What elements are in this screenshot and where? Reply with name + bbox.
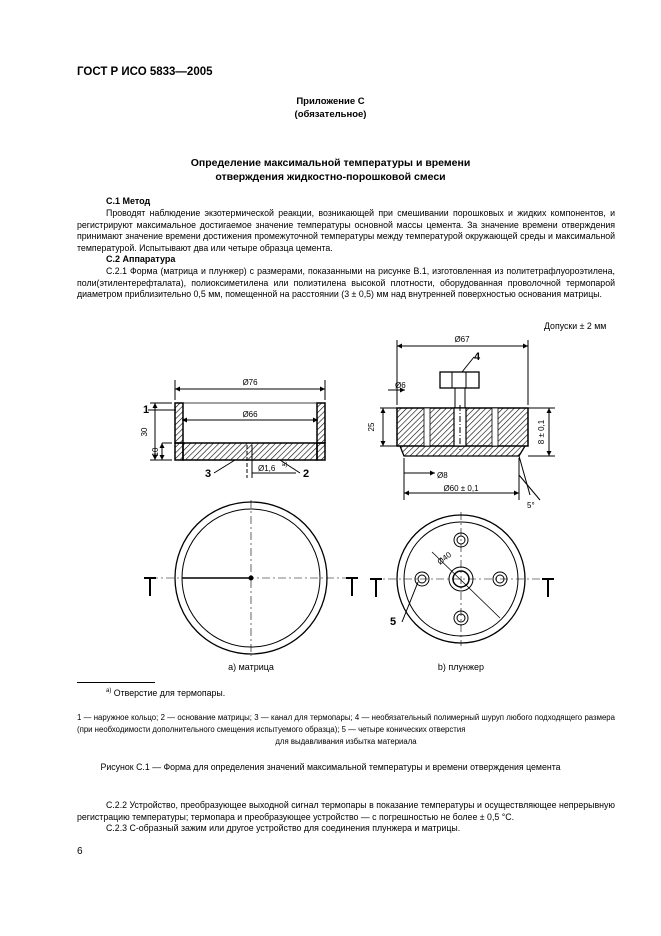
- callout-2: 2: [303, 468, 310, 480]
- legend-line1: 1 — наружное кольцо; 2 — основание матрицы; 3 — канал для термопары; 4 — необязательный полимерный шуруп любого подходящего размера (при необходимости дополнительного смещения испытуемого образца); 5 — четыре конических отверстия: [77, 713, 615, 734]
- section-title-line1: Определение максимальной температуры и времени: [190, 157, 471, 169]
- appendix-status: (обязательное): [294, 109, 367, 120]
- plunger-dim-h25: 25: [367, 422, 376, 432]
- callout-5: 5: [390, 616, 397, 628]
- callout-3: 3: [205, 468, 212, 480]
- matrix-dim-outer: Ø76: [242, 378, 258, 387]
- section-title-line2: отверждения жидкостно-порошковой смеси: [215, 171, 446, 183]
- plunger-dim-bottom: Ø60 ± 0,1: [443, 484, 479, 493]
- matrix-plan-view: [144, 500, 358, 656]
- matrix-dim-h30: 30: [140, 427, 149, 437]
- legend-line2: для выдавливания избытка материала: [275, 737, 417, 746]
- footnote-mark: a): [106, 688, 112, 695]
- figure-legend: [77, 712, 615, 748]
- plunger-dim-8: Ø8: [437, 471, 448, 480]
- c21-text: С.2.1 Форма (матрица и плунжер) с размерами, показанными на рисунке В.1, изготовленная из политетрафлуороэтилена, поли(этилентерефталата), полиоксиметилена или полиэтилена высокой плотности, оборудованная проволочной термопарой диаметром приблизительно 0,5 мм, помещенной на расстоянии (3 ± 0,5) мм над внутренней поверхностью основания матрицы.: [77, 266, 615, 300]
- plunger-section-view: [380, 340, 555, 500]
- plunger-dim-angle: 5°: [527, 501, 535, 510]
- plunger-dim-top: Ø67: [454, 335, 470, 344]
- matrix-section-view: [148, 380, 325, 478]
- callout-4: 4: [474, 351, 481, 363]
- footnote: [106, 688, 225, 698]
- matrix-dim-inner: Ø66: [242, 410, 258, 419]
- page-number: 6: [77, 846, 83, 857]
- plunger-dim-pcd: Ø40: [435, 550, 454, 567]
- plunger-dim-8pm: 8 ± 0,1: [537, 419, 546, 445]
- plunger-dim-6: Ø6: [395, 381, 406, 390]
- document-code: ГОСТ Р ИСО 5833—2005: [77, 66, 213, 78]
- c1-text: Проводят наблюдение экзотермической реакции, возникающей при смешивании порошковых и жидких компонентов, и регистрируют максимальное достигаемое значение температуры основной массы цемента. За значение времени отверждения принимают значение времени достижения промежуточной температуры между температурой окружающей среды и максимальной температурой. Испытывают два или четыре образца цемента.: [77, 208, 615, 254]
- footnote-rule: [77, 682, 155, 683]
- tolerance-note: Допуски ± 2 мм: [544, 321, 607, 331]
- figure-caption: Рисунок С.1 — Форма для определения значений максимальной температуры и времени отверждения цемента: [100, 762, 561, 772]
- c1-heading: С.1 Метод: [106, 196, 151, 206]
- figure-labels: [140, 335, 546, 672]
- c22-c23-paragraphs: [77, 800, 615, 835]
- c22-text: С.2.2 Устройство, преобразующее выходной сигнал термопары в показание температуры и осуществляющее непрерывную регистрацию температуры; термопара и преобразующее устройство — с погрешностью не более ± 0,5 °С.: [77, 800, 615, 822]
- matrix-label: а) матрица: [228, 662, 274, 672]
- callout-1: 1: [143, 404, 150, 416]
- appendix-title: Приложение С: [296, 96, 365, 107]
- footnote-text: Отверстие для термопары.: [113, 688, 226, 698]
- matrix-hole-note-mark: a): [282, 462, 288, 468]
- matrix-dim-hole: Ø1,6: [258, 464, 276, 473]
- plunger-plan-view: [370, 512, 554, 646]
- matrix-dim-h10: 10: [151, 447, 160, 457]
- plunger-label: b) плунжер: [437, 662, 485, 672]
- c2-heading: С.2 Аппаратура: [106, 254, 176, 264]
- c23-text: С.2.3 С-образный зажим или другое устройство для соединения плунжера и матрицы.: [106, 823, 461, 834]
